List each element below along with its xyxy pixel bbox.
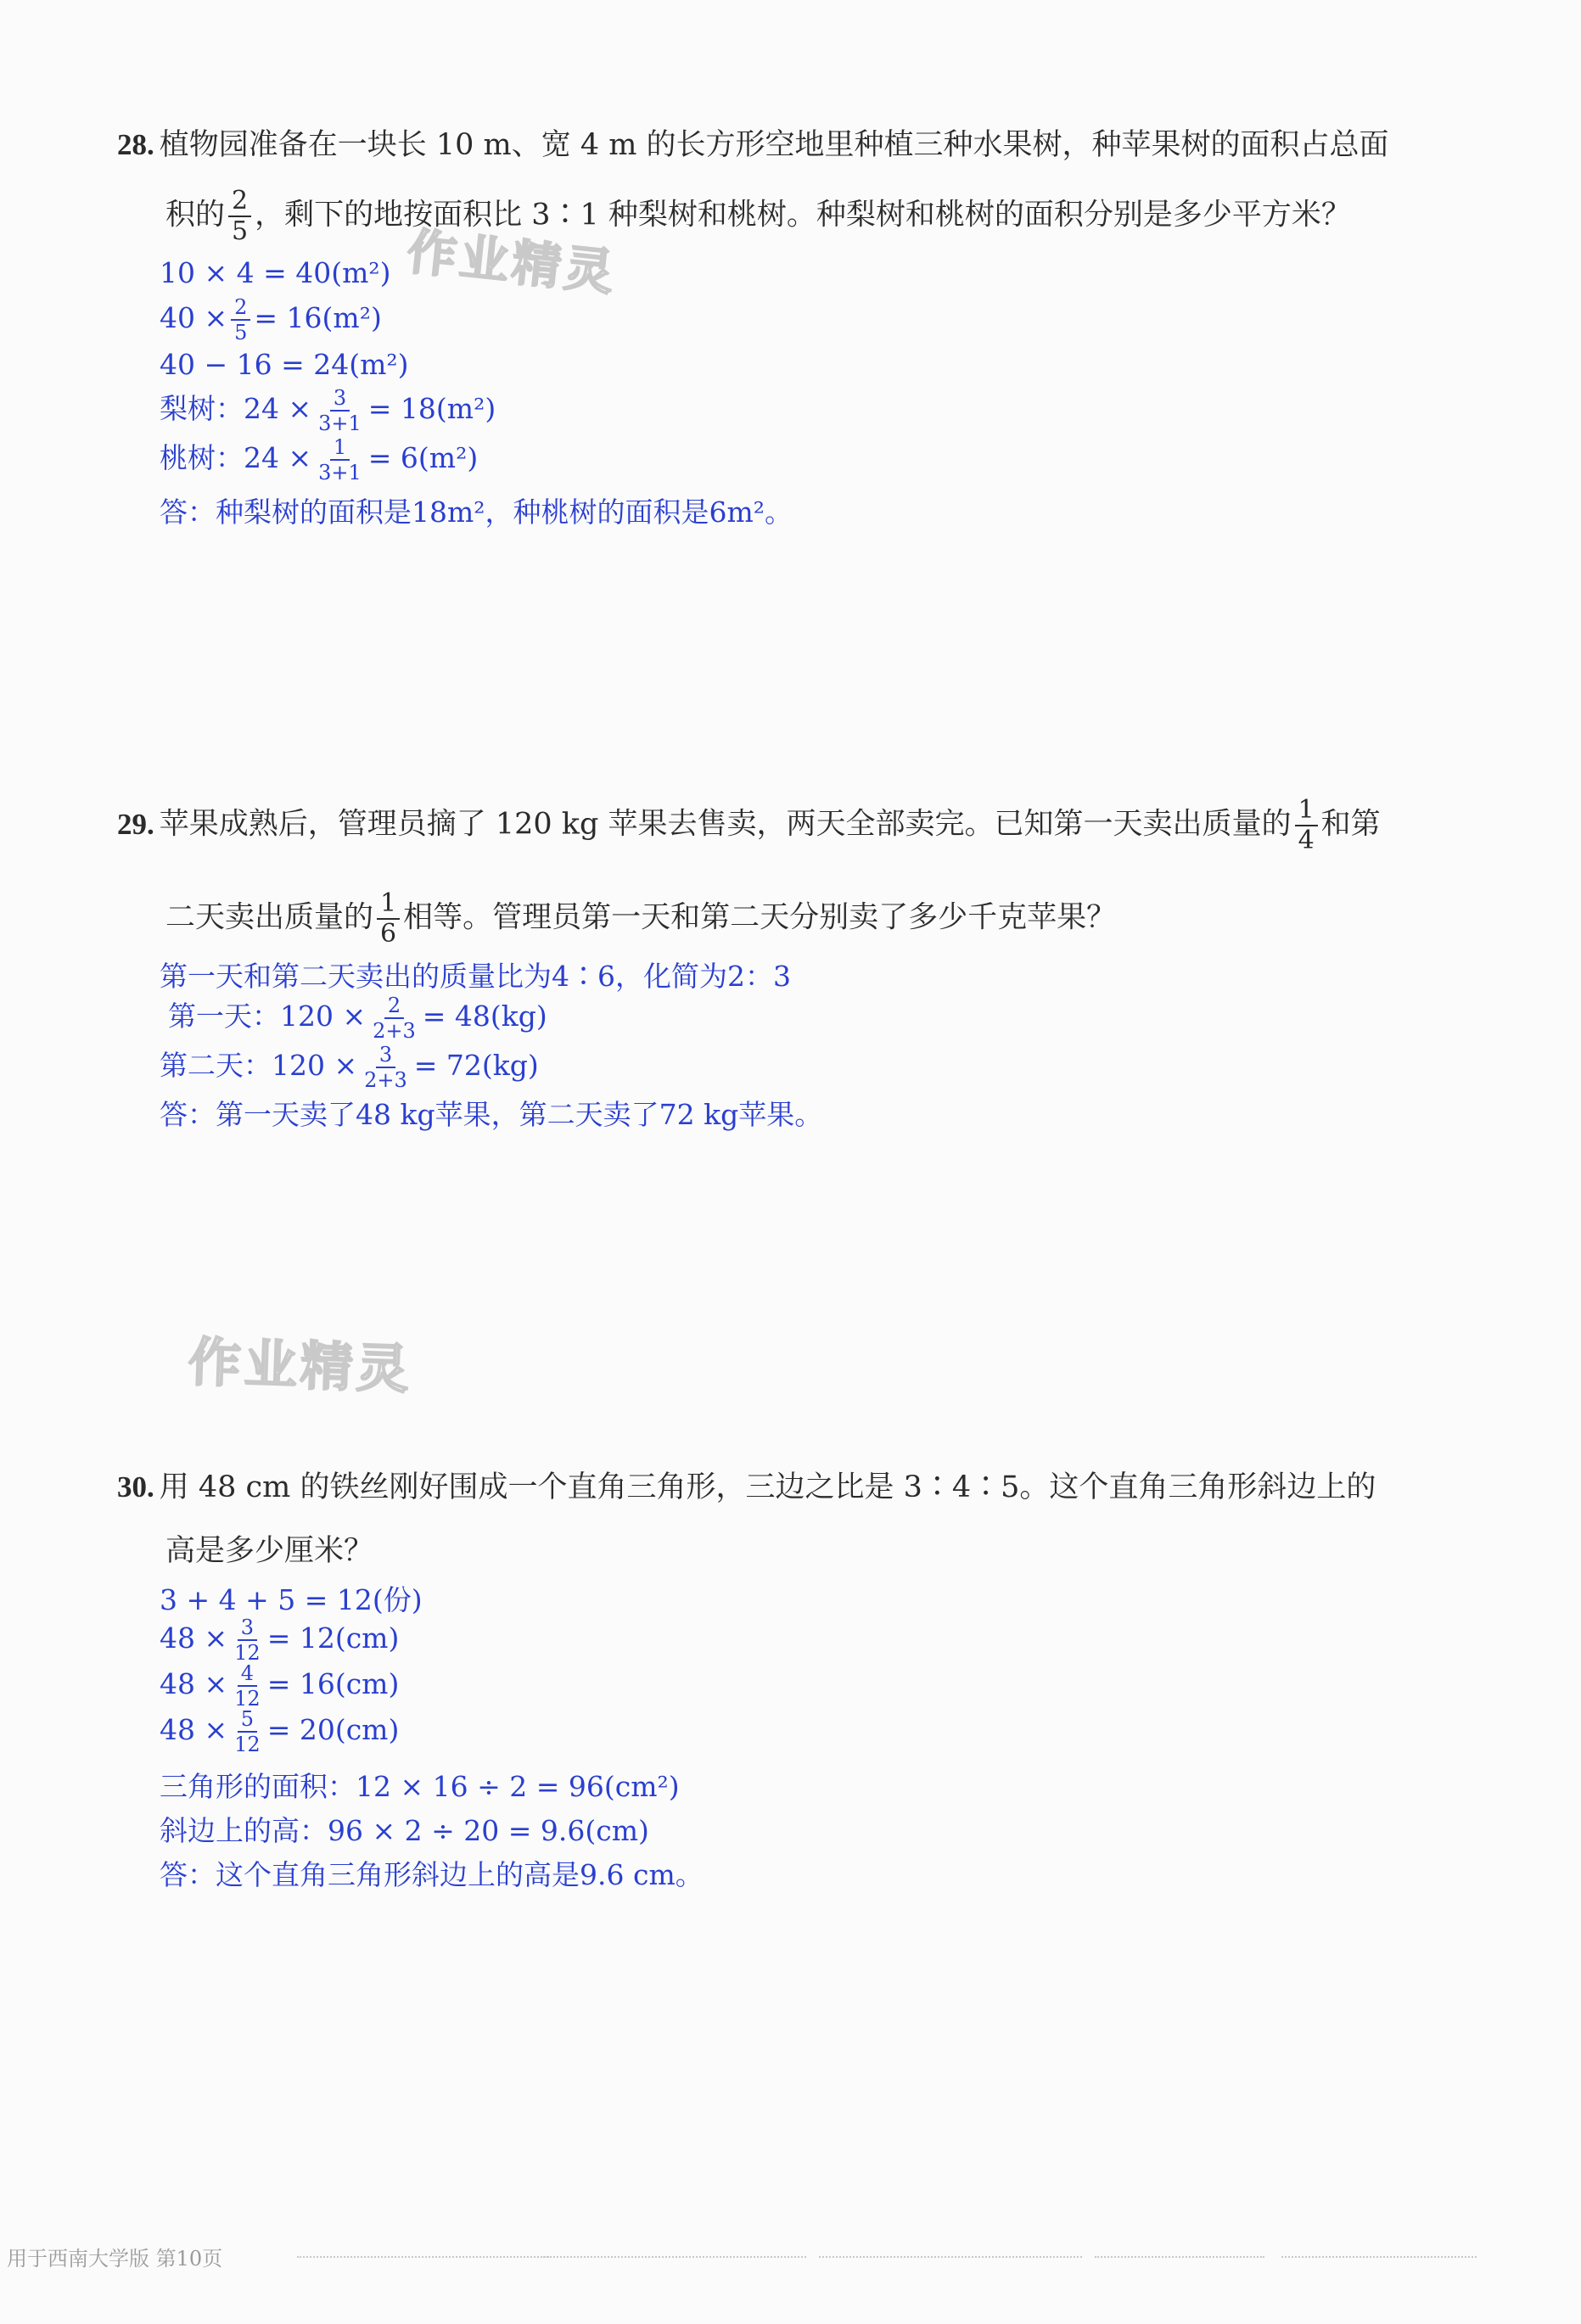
fraction: $\frac{2}{2+3}$	[373, 994, 416, 1043]
question-text: 相等。管理员第一天和第二天分别卖了多少千克苹果？	[403, 900, 1117, 935]
question-text: 植物园准备在一块长 10 m、宽 4 m 的长方形空地里种植三种水果树，种苹果树的面积占总面	[159, 128, 1389, 162]
question-text: 积的	[165, 198, 226, 232]
answer-line: 48 × $\frac{4}{12}$ = 16(cm)	[160, 1661, 400, 1711]
answer-line: 48 × $\frac{3}{12}$ = 12(cm)	[160, 1616, 400, 1665]
answer-line: 40 × $\frac{2}{5}$ = 16(m²)	[160, 295, 382, 344]
answer-line: 斜边上的高：96 × 2 ÷ 20 = 9.6(cm)	[160, 1814, 649, 1847]
watermark: 作业精灵	[187, 1330, 414, 1401]
fraction: $\frac{1}{4}$	[1295, 798, 1318, 854]
fraction: $\frac{3}{3+1}$	[318, 386, 362, 435]
answer-line: 答：第一天卖了48 kg苹果，第二天卖了72 kg苹果。	[160, 1098, 823, 1131]
divider	[1095, 2256, 1264, 2258]
answer-line: 梨树：24 × $\frac{3}{3+1}$ = 18(m²)	[160, 386, 496, 435]
question-30-line2: 高是多少厘米？	[165, 1534, 374, 1568]
footer-label: 用于西南大学版 第10页	[7, 2247, 223, 2271]
question-29	[117, 795, 1475, 855]
answer-line: 第二天：120 × $\frac{3}{2+3}$ = 72(kg)	[160, 1043, 539, 1092]
divider	[543, 2256, 806, 2258]
fraction: $\frac{2}{5}$	[228, 188, 251, 244]
question-number: 28.	[117, 128, 154, 161]
page-footer	[0, 2242, 1581, 2276]
answer-line: 桃树：24 × $\frac{1}{3+1}$ = 6(m²)	[160, 435, 479, 484]
answer-line: 答：种梨树的面积是18m²，种桃树的面积是6m²。	[160, 496, 793, 529]
question-number: 30.	[117, 1470, 154, 1504]
answer-line: 第一天：120 × $\frac{2}{2+3}$ = 48(kg)	[168, 994, 547, 1043]
question-29-line2	[165, 888, 1117, 949]
question-text: 二天卖出质量的	[165, 900, 374, 935]
fraction: $\frac{1}{3+1}$	[318, 435, 362, 484]
question-28	[117, 126, 1475, 165]
answer-line: 第一天和第二天卖出的质量比为4∶6，化简为2：3	[160, 960, 791, 993]
divider	[297, 2256, 552, 2258]
fraction: $\frac{5}{12}$	[234, 1707, 261, 1756]
question-text: 和第	[1320, 807, 1381, 842]
divider	[1281, 2256, 1477, 2258]
watermark: 作业精灵	[404, 222, 620, 302]
question-28-line2	[165, 188, 1351, 244]
fraction: $\frac{3}{2+3}$	[364, 1043, 407, 1092]
fraction: $\frac{4}{12}$	[234, 1661, 261, 1711]
question-text: 苹果成熟后，管理员摘了 120 kg 苹果去售卖，两天全部卖完。已知第一天卖出质量的	[159, 807, 1292, 842]
divider	[819, 2256, 1082, 2258]
fraction: $\frac{2}{5}$	[231, 297, 250, 343]
answer-line: 40 − 16 = 24(m²)	[160, 348, 409, 381]
fraction: $\frac{1}{6}$	[377, 891, 400, 947]
question-text: 用 48 cm 的铁丝刚好围成一个直角三角形，三边之比是 3∶4∶5。这个直角三角形斜边上的	[159, 1470, 1376, 1504]
answer-line: 3 + 4 + 5 = 12(份)	[160, 1583, 423, 1616]
answer-line: 48 × $\frac{5}{12}$ = 20(cm)	[160, 1707, 400, 1756]
answer-line: 答：这个直角三角形斜边上的高是9.6 cm。	[160, 1858, 704, 1891]
fraction: $\frac{3}{12}$	[234, 1616, 261, 1665]
answer-line: 三角形的面积：12 × 16 ÷ 2 = 96(cm²)	[160, 1770, 680, 1803]
question-30	[117, 1468, 1475, 1508]
question-number: 29.	[117, 807, 154, 841]
answer-line: 10 × 4 = 40(m²)	[160, 256, 391, 289]
question-text: ，剩下的地按面积比 3∶1 种梨树和桃树。种梨树和桃树的面积分别是多少平方米？	[255, 198, 1351, 232]
